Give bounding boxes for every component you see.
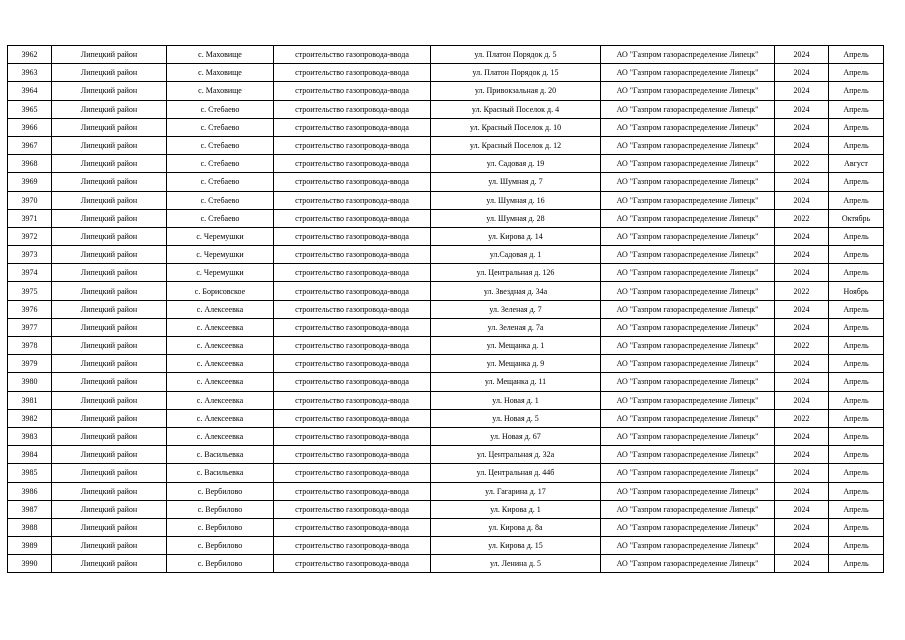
address-cell: ул. Шумная д. 16 bbox=[431, 191, 601, 209]
month-cell: Апрель bbox=[829, 464, 884, 482]
organization-cell: АО "Газпром газораспределение Липецк" bbox=[601, 46, 775, 64]
row-number-cell: 3965 bbox=[8, 100, 52, 118]
work-type-cell: строительство газопровода-ввода bbox=[274, 427, 431, 445]
table-row bbox=[8, 118, 884, 136]
settlement-cell: с. Маховище bbox=[167, 46, 274, 64]
work-type-cell: строительство газопровода-ввода bbox=[274, 82, 431, 100]
table-row bbox=[8, 518, 884, 536]
district-cell: Липецкий район bbox=[52, 518, 167, 536]
district-cell: Липецкий район bbox=[52, 246, 167, 264]
organization-cell: АО "Газпром газораспределение Липецк" bbox=[601, 191, 775, 209]
month-cell: Апрель bbox=[829, 246, 884, 264]
row-number-cell: 3987 bbox=[8, 500, 52, 518]
work-type-cell: строительство газопровода-ввода bbox=[274, 409, 431, 427]
table-row bbox=[8, 64, 884, 82]
settlement-cell: с. Алексеевка bbox=[167, 427, 274, 445]
district-cell: Липецкий район bbox=[52, 500, 167, 518]
work-type-cell: строительство газопровода-ввода bbox=[274, 355, 431, 373]
month-cell: Апрель bbox=[829, 300, 884, 318]
work-type-cell: строительство газопровода-ввода bbox=[274, 282, 431, 300]
row-number-cell: 3978 bbox=[8, 337, 52, 355]
district-cell: Липецкий район bbox=[52, 427, 167, 445]
district-cell: Липецкий район bbox=[52, 555, 167, 573]
work-type-cell: строительство газопровода-ввода bbox=[274, 209, 431, 227]
organization-cell: АО "Газпром газораспределение Липецк" bbox=[601, 409, 775, 427]
settlement-cell: с. Васильевка bbox=[167, 446, 274, 464]
work-type-cell: строительство газопровода-ввода bbox=[274, 64, 431, 82]
month-cell: Апрель bbox=[829, 555, 884, 573]
work-type-cell: строительство газопровода-ввода bbox=[274, 537, 431, 555]
table-row bbox=[8, 482, 884, 500]
work-type-cell: строительство газопровода-ввода bbox=[274, 246, 431, 264]
month-cell: Апрель bbox=[829, 264, 884, 282]
settlement-cell: с. Маховище bbox=[167, 82, 274, 100]
table-row bbox=[8, 373, 884, 391]
organization-cell: АО "Газпром газораспределение Липецк" bbox=[601, 118, 775, 136]
year-cell: 2024 bbox=[775, 373, 829, 391]
organization-cell: АО "Газпром газораспределение Липецк" bbox=[601, 136, 775, 154]
month-cell: Апрель bbox=[829, 446, 884, 464]
organization-cell: АО "Газпром газораспределение Липецк" bbox=[601, 446, 775, 464]
district-cell: Липецкий район bbox=[52, 409, 167, 427]
work-type-cell: строительство газопровода-ввода bbox=[274, 264, 431, 282]
address-cell: ул. Новая д. 67 bbox=[431, 427, 601, 445]
district-cell: Липецкий район bbox=[52, 100, 167, 118]
district-cell: Липецкий район bbox=[52, 64, 167, 82]
address-cell: ул. Центральная д. 32а bbox=[431, 446, 601, 464]
address-cell: ул. Центральная д. 44б bbox=[431, 464, 601, 482]
month-cell: Апрель bbox=[829, 537, 884, 555]
district-cell: Липецкий район bbox=[52, 464, 167, 482]
organization-cell: АО "Газпром газораспределение Липецк" bbox=[601, 227, 775, 245]
district-cell: Липецкий район bbox=[52, 155, 167, 173]
district-cell: Липецкий район bbox=[52, 318, 167, 336]
month-cell: Апрель bbox=[829, 227, 884, 245]
month-cell: Апрель bbox=[829, 427, 884, 445]
settlement-cell: с. Алексеевка bbox=[167, 355, 274, 373]
address-cell: ул. Красный Поселок д. 12 bbox=[431, 136, 601, 154]
row-number-cell: 3973 bbox=[8, 246, 52, 264]
work-type-cell: строительство газопровода-ввода bbox=[274, 100, 431, 118]
settlement-cell: с. Васильевка bbox=[167, 464, 274, 482]
settlement-cell: с. Маховище bbox=[167, 64, 274, 82]
settlement-cell: с. Стебаево bbox=[167, 100, 274, 118]
year-cell: 2022 bbox=[775, 409, 829, 427]
organization-cell: АО "Газпром газораспределение Липецк" bbox=[601, 264, 775, 282]
row-number-cell: 3981 bbox=[8, 391, 52, 409]
district-cell: Липецкий район bbox=[52, 173, 167, 191]
row-number-cell: 3974 bbox=[8, 264, 52, 282]
organization-cell: АО "Газпром газораспределение Липецк" bbox=[601, 282, 775, 300]
district-cell: Липецкий район bbox=[52, 373, 167, 391]
table-row bbox=[8, 555, 884, 573]
work-type-cell: строительство газопровода-ввода bbox=[274, 227, 431, 245]
district-cell: Липецкий район bbox=[52, 209, 167, 227]
year-cell: 2024 bbox=[775, 482, 829, 500]
row-number-cell: 3967 bbox=[8, 136, 52, 154]
district-cell: Липецкий район bbox=[52, 227, 167, 245]
address-cell: ул. Мещанка д. 9 bbox=[431, 355, 601, 373]
row-number-cell: 3984 bbox=[8, 446, 52, 464]
settlement-cell: с. Вербилово bbox=[167, 518, 274, 536]
year-cell: 2022 bbox=[775, 337, 829, 355]
row-number-cell: 3964 bbox=[8, 82, 52, 100]
organization-cell: АО "Газпром газораспределение Липецк" bbox=[601, 537, 775, 555]
organization-cell: АО "Газпром газораспределение Липецк" bbox=[601, 337, 775, 355]
row-number-cell: 3990 bbox=[8, 555, 52, 573]
district-cell: Липецкий район bbox=[52, 82, 167, 100]
address-cell: ул. Кирова д. 1 bbox=[431, 500, 601, 518]
year-cell: 2024 bbox=[775, 391, 829, 409]
district-cell: Липецкий район bbox=[52, 118, 167, 136]
settlement-cell: с. Черемушки bbox=[167, 227, 274, 245]
row-number-cell: 3989 bbox=[8, 537, 52, 555]
address-cell: ул. Мещанка д. 11 bbox=[431, 373, 601, 391]
organization-cell: АО "Газпром газораспределение Липецк" bbox=[601, 555, 775, 573]
year-cell: 2024 bbox=[775, 446, 829, 464]
row-number-cell: 3977 bbox=[8, 318, 52, 336]
work-type-cell: строительство газопровода-ввода bbox=[274, 500, 431, 518]
district-cell: Липецкий район bbox=[52, 355, 167, 373]
year-cell: 2024 bbox=[775, 82, 829, 100]
settlement-cell: с. Стебаево bbox=[167, 191, 274, 209]
row-number-cell: 3969 bbox=[8, 173, 52, 191]
month-cell: Апрель bbox=[829, 518, 884, 536]
month-cell: Апрель bbox=[829, 46, 884, 64]
year-cell: 2024 bbox=[775, 355, 829, 373]
settlement-cell: с. Алексеевка bbox=[167, 300, 274, 318]
table-row bbox=[8, 337, 884, 355]
month-cell: Апрель bbox=[829, 173, 884, 191]
table-row bbox=[8, 355, 884, 373]
row-number-cell: 3988 bbox=[8, 518, 52, 536]
month-cell: Апрель bbox=[829, 500, 884, 518]
table-row bbox=[8, 409, 884, 427]
address-cell: ул. Гагарина д. 17 bbox=[431, 482, 601, 500]
year-cell: 2024 bbox=[775, 427, 829, 445]
row-number-cell: 3963 bbox=[8, 64, 52, 82]
year-cell: 2024 bbox=[775, 300, 829, 318]
year-cell: 2024 bbox=[775, 318, 829, 336]
organization-cell: АО "Газпром газораспределение Липецк" bbox=[601, 482, 775, 500]
table-row bbox=[8, 300, 884, 318]
address-cell: ул. Новая д. 5 bbox=[431, 409, 601, 427]
settlement-cell: с. Стебаево bbox=[167, 118, 274, 136]
table-row bbox=[8, 246, 884, 264]
month-cell: Апрель bbox=[829, 191, 884, 209]
address-cell: ул. Платон Порядок д. 15 bbox=[431, 64, 601, 82]
address-cell: ул. Привокзальная д. 20 bbox=[431, 82, 601, 100]
district-cell: Липецкий район bbox=[52, 46, 167, 64]
gas-pipeline-table bbox=[7, 45, 884, 573]
year-cell: 2024 bbox=[775, 264, 829, 282]
organization-cell: АО "Газпром газораспределение Липецк" bbox=[601, 355, 775, 373]
row-number-cell: 3975 bbox=[8, 282, 52, 300]
settlement-cell: с. Стебаево bbox=[167, 136, 274, 154]
row-number-cell: 3983 bbox=[8, 427, 52, 445]
address-cell: ул. Зеленая д. 7 bbox=[431, 300, 601, 318]
year-cell: 2024 bbox=[775, 500, 829, 518]
month-cell: Апрель bbox=[829, 100, 884, 118]
table-body bbox=[8, 46, 884, 573]
organization-cell: АО "Газпром газораспределение Липецк" bbox=[601, 155, 775, 173]
table-row bbox=[8, 464, 884, 482]
address-cell: ул. Садовая д. 19 bbox=[431, 155, 601, 173]
table-row bbox=[8, 282, 884, 300]
work-type-cell: строительство газопровода-ввода bbox=[274, 337, 431, 355]
row-number-cell: 3980 bbox=[8, 373, 52, 391]
row-number-cell: 3962 bbox=[8, 46, 52, 64]
address-cell: ул. Новая д. 1 bbox=[431, 391, 601, 409]
row-number-cell: 3971 bbox=[8, 209, 52, 227]
organization-cell: АО "Газпром газораспределение Липецк" bbox=[601, 209, 775, 227]
row-number-cell: 3972 bbox=[8, 227, 52, 245]
work-type-cell: строительство газопровода-ввода bbox=[274, 191, 431, 209]
address-cell: ул. Кирова д. 14 bbox=[431, 227, 601, 245]
table-row bbox=[8, 537, 884, 555]
year-cell: 2024 bbox=[775, 555, 829, 573]
settlement-cell: с. Черемушки bbox=[167, 264, 274, 282]
table-row bbox=[8, 136, 884, 154]
year-cell: 2024 bbox=[775, 246, 829, 264]
work-type-cell: строительство газопровода-ввода bbox=[274, 155, 431, 173]
settlement-cell: с. Алексеевка bbox=[167, 318, 274, 336]
organization-cell: АО "Газпром газораспределение Липецк" bbox=[601, 427, 775, 445]
month-cell: Август bbox=[829, 155, 884, 173]
year-cell: 2024 bbox=[775, 464, 829, 482]
year-cell: 2024 bbox=[775, 136, 829, 154]
month-cell: Апрель bbox=[829, 118, 884, 136]
district-cell: Липецкий район bbox=[52, 300, 167, 318]
table-row bbox=[8, 500, 884, 518]
row-number-cell: 3985 bbox=[8, 464, 52, 482]
month-cell: Апрель bbox=[829, 337, 884, 355]
address-cell: ул. Звездная д. 34а bbox=[431, 282, 601, 300]
month-cell: Апрель bbox=[829, 391, 884, 409]
address-cell: ул. Мещанка д. 1 bbox=[431, 337, 601, 355]
year-cell: 2024 bbox=[775, 518, 829, 536]
work-type-cell: строительство газопровода-ввода bbox=[274, 46, 431, 64]
address-cell: ул. Кирова д. 15 bbox=[431, 537, 601, 555]
year-cell: 2024 bbox=[775, 173, 829, 191]
settlement-cell: с. Алексеевка bbox=[167, 391, 274, 409]
address-cell: ул. Платон Порядок д. 5 bbox=[431, 46, 601, 64]
address-cell: ул. Красный Поселок д. 4 bbox=[431, 100, 601, 118]
district-cell: Липецкий район bbox=[52, 264, 167, 282]
table-row bbox=[8, 46, 884, 64]
settlement-cell: с. Вербилово bbox=[167, 555, 274, 573]
settlement-cell: с. Алексеевка bbox=[167, 373, 274, 391]
year-cell: 2024 bbox=[775, 100, 829, 118]
organization-cell: АО "Газпром газораспределение Липецк" bbox=[601, 518, 775, 536]
organization-cell: АО "Газпром газораспределение Липецк" bbox=[601, 64, 775, 82]
work-type-cell: строительство газопровода-ввода bbox=[274, 300, 431, 318]
district-cell: Липецкий район bbox=[52, 282, 167, 300]
table-row bbox=[8, 191, 884, 209]
address-cell: ул.Садовая д. 1 bbox=[431, 246, 601, 264]
year-cell: 2022 bbox=[775, 282, 829, 300]
table-row bbox=[8, 427, 884, 445]
table-row bbox=[8, 391, 884, 409]
work-type-cell: строительство газопровода-ввода bbox=[274, 136, 431, 154]
month-cell: Октябрь bbox=[829, 209, 884, 227]
month-cell: Апрель bbox=[829, 409, 884, 427]
work-type-cell: строительство газопровода-ввода bbox=[274, 464, 431, 482]
work-type-cell: строительство газопровода-ввода bbox=[274, 373, 431, 391]
district-cell: Липецкий район bbox=[52, 136, 167, 154]
organization-cell: АО "Газпром газораспределение Липецк" bbox=[601, 82, 775, 100]
table-row bbox=[8, 100, 884, 118]
settlement-cell: с. Черемушки bbox=[167, 246, 274, 264]
work-type-cell: строительство газопровода-ввода bbox=[274, 555, 431, 573]
organization-cell: АО "Газпром газораспределение Липецк" bbox=[601, 500, 775, 518]
district-cell: Липецкий район bbox=[52, 191, 167, 209]
organization-cell: АО "Газпром газораспределение Липецк" bbox=[601, 173, 775, 191]
year-cell: 2024 bbox=[775, 227, 829, 245]
year-cell: 2024 bbox=[775, 537, 829, 555]
organization-cell: АО "Газпром газораспределение Липецк" bbox=[601, 246, 775, 264]
district-cell: Липецкий район bbox=[52, 446, 167, 464]
address-cell: ул. Шумная д. 7 bbox=[431, 173, 601, 191]
month-cell: Апрель bbox=[829, 82, 884, 100]
month-cell: Апрель bbox=[829, 355, 884, 373]
work-type-cell: строительство газопровода-ввода bbox=[274, 318, 431, 336]
organization-cell: АО "Газпром газораспределение Липецк" bbox=[601, 391, 775, 409]
row-number-cell: 3976 bbox=[8, 300, 52, 318]
year-cell: 2022 bbox=[775, 209, 829, 227]
table-row bbox=[8, 446, 884, 464]
organization-cell: АО "Газпром газораспределение Липецк" bbox=[601, 100, 775, 118]
table-row bbox=[8, 264, 884, 282]
district-cell: Липецкий район bbox=[52, 337, 167, 355]
row-number-cell: 3966 bbox=[8, 118, 52, 136]
organization-cell: АО "Газпром газораспределение Липецк" bbox=[601, 318, 775, 336]
table-row bbox=[8, 82, 884, 100]
month-cell: Апрель bbox=[829, 482, 884, 500]
work-type-cell: строительство газопровода-ввода bbox=[274, 482, 431, 500]
address-cell: ул. Шумная д. 28 bbox=[431, 209, 601, 227]
address-cell: ул. Кирова д. 8а bbox=[431, 518, 601, 536]
settlement-cell: с. Вербилово bbox=[167, 537, 274, 555]
month-cell: Ноябрь bbox=[829, 282, 884, 300]
row-number-cell: 3970 bbox=[8, 191, 52, 209]
settlement-cell: с. Вербилово bbox=[167, 500, 274, 518]
settlement-cell: с. Алексеевка bbox=[167, 337, 274, 355]
address-cell: ул. Ленина д. 5 bbox=[431, 555, 601, 573]
organization-cell: АО "Газпром газораспределение Липецк" bbox=[601, 300, 775, 318]
work-type-cell: строительство газопровода-ввода bbox=[274, 518, 431, 536]
settlement-cell: с. Борисовское bbox=[167, 282, 274, 300]
month-cell: Апрель bbox=[829, 373, 884, 391]
month-cell: Апрель bbox=[829, 64, 884, 82]
table-row bbox=[8, 227, 884, 245]
organization-cell: АО "Газпром газораспределение Липецк" bbox=[601, 464, 775, 482]
row-number-cell: 3979 bbox=[8, 355, 52, 373]
settlement-cell: с. Стебаево bbox=[167, 173, 274, 191]
table-row bbox=[8, 209, 884, 227]
work-type-cell: строительство газопровода-ввода bbox=[274, 446, 431, 464]
year-cell: 2024 bbox=[775, 46, 829, 64]
work-type-cell: строительство газопровода-ввода bbox=[274, 173, 431, 191]
district-cell: Липецкий район bbox=[52, 537, 167, 555]
address-cell: ул. Центральная д. 126 bbox=[431, 264, 601, 282]
organization-cell: АО "Газпром газораспределение Липецк" bbox=[601, 373, 775, 391]
work-type-cell: строительство газопровода-ввода bbox=[274, 118, 431, 136]
month-cell: Апрель bbox=[829, 136, 884, 154]
table-row bbox=[8, 155, 884, 173]
address-cell: ул. Зеленая д. 7а bbox=[431, 318, 601, 336]
year-cell: 2024 bbox=[775, 191, 829, 209]
table-row bbox=[8, 318, 884, 336]
year-cell: 2024 bbox=[775, 64, 829, 82]
month-cell: Апрель bbox=[829, 318, 884, 336]
district-cell: Липецкий район bbox=[52, 482, 167, 500]
work-type-cell: строительство газопровода-ввода bbox=[274, 391, 431, 409]
settlement-cell: с. Стебаево bbox=[167, 155, 274, 173]
district-cell: Липецкий район bbox=[52, 391, 167, 409]
settlement-cell: с. Стебаево bbox=[167, 209, 274, 227]
table-row bbox=[8, 173, 884, 191]
year-cell: 2022 bbox=[775, 155, 829, 173]
row-number-cell: 3986 bbox=[8, 482, 52, 500]
settlement-cell: с. Вербилово bbox=[167, 482, 274, 500]
address-cell: ул. Красный Поселок д. 10 bbox=[431, 118, 601, 136]
row-number-cell: 3968 bbox=[8, 155, 52, 173]
year-cell: 2024 bbox=[775, 118, 829, 136]
settlement-cell: с. Алексеевка bbox=[167, 409, 274, 427]
row-number-cell: 3982 bbox=[8, 409, 52, 427]
